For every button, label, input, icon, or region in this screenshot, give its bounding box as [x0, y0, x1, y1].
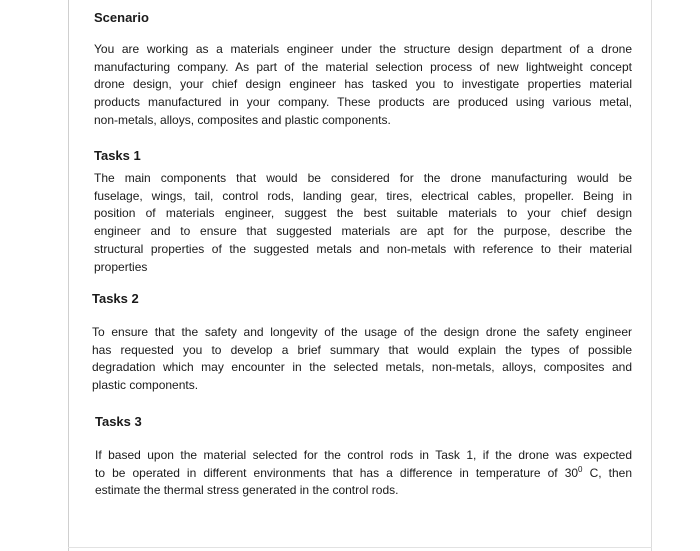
task1-heading: Tasks 1	[94, 148, 141, 163]
task2-paragraph	[92, 324, 632, 395]
task3-line	[95, 465, 632, 483]
task3-paragraph	[95, 447, 632, 500]
task3-line: estimate the thermal stress generated in the control rods.	[95, 483, 399, 498]
task2-line: To ensure that the safety and longevity of the usage of the design drone the safety engineer	[92, 325, 632, 339]
task2-line: degradation which may encounter in the selected metals, non-metals, alloys, composites and	[92, 360, 632, 375]
task2-line: plastic components.	[92, 378, 199, 393]
task1-line: engineer and to ensure that suggested materials are apt for the purpose, describe the	[94, 224, 632, 239]
page-left-edge	[68, 0, 69, 551]
task3-line-text: C, then	[582, 465, 632, 480]
scenario-line: You are working as a materials engineer under the structure design department of a drone	[94, 42, 632, 56]
task3-line: If based upon the material selected for the control rods in Task 1, if the drone was expected	[95, 448, 632, 462]
scenario-line: non-metals, alloys, composites and plastic components.	[94, 112, 391, 127]
task3-heading: Tasks 3	[95, 414, 142, 429]
page-right-edge	[651, 0, 652, 551]
scenario-line: manufacturing company. As part of the material selection process of new lightweight concept	[94, 59, 632, 74]
task1-paragraph	[94, 170, 632, 276]
scenario-line: drone design, your chief design engineer has tasked you to investigate properties material	[94, 77, 632, 92]
page-bottom-edge	[68, 547, 652, 548]
task1-line: The main components that would be considered for the drone manufacturing would be	[94, 171, 632, 185]
task3-line-text: to be operated in different environments that has a difference in temperature of 30	[95, 465, 579, 480]
scenario-paragraph	[94, 41, 632, 130]
scenario-heading: Scenario	[94, 10, 149, 25]
degree-superscript: 0	[578, 464, 583, 474]
task1-line: fuselage, wings, tail, control rods, landing gear, tires, electrical cables, propeller. Being in	[94, 188, 632, 203]
task2-heading: Tasks 2	[92, 291, 139, 306]
task1-line: structural properties of the suggested metals and non-metals with reference to their material	[94, 241, 632, 256]
task1-line: properties	[94, 259, 148, 274]
task2-line: has requested you to develop a brief summary that would explain the types of possible	[92, 342, 632, 357]
scenario-line: products manufactured in your company. These products are produced using various metal,	[94, 95, 632, 110]
task1-line: position of materials engineer, suggest the best suitable materials to your chief design	[94, 206, 632, 221]
